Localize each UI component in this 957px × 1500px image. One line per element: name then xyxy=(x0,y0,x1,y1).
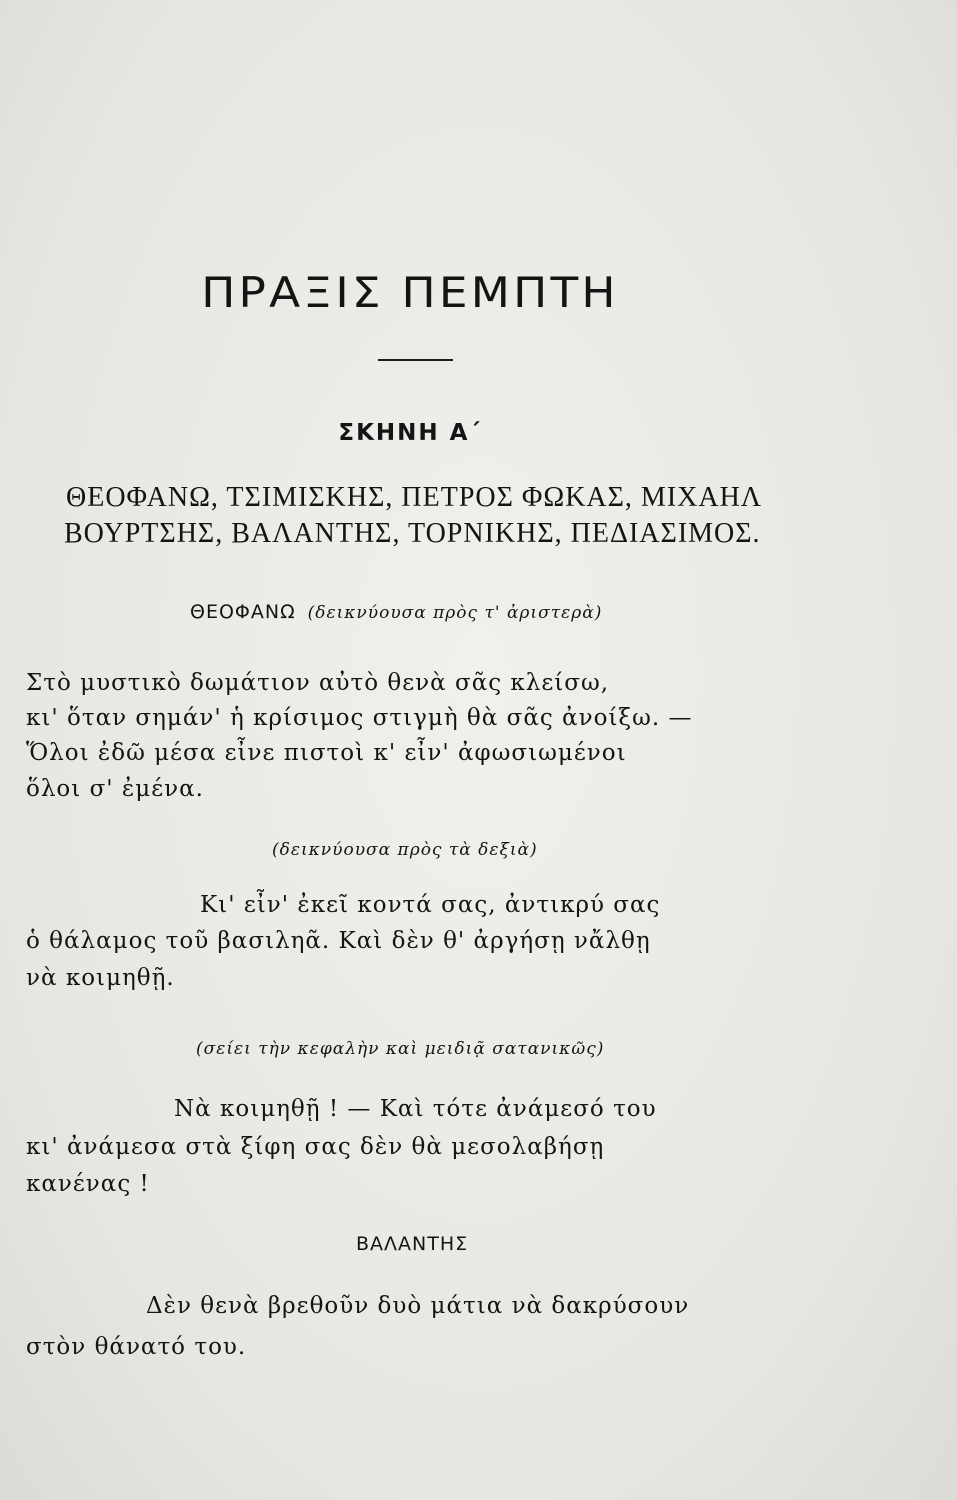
title-divider xyxy=(378,359,453,361)
speaker-name: ΒΑΛΑΝΤΗΣ xyxy=(356,1233,469,1255)
verse-line: ὅλοι σ' ἐμένα. xyxy=(26,776,204,802)
stage-direction: (δεικνύουσα πρὸς τὰ δεξιὰ) xyxy=(272,840,538,860)
verse-line: Νὰ κοιμηθῇ ! — Καὶ τότε ἀνάμεσό του xyxy=(174,1096,657,1122)
verse-line: Δὲν θενὰ βρεθοῦν δυὸ μάτια νὰ δακρύσουν xyxy=(146,1293,690,1319)
verse-line: κι' ὅταν σημάν' ἡ κρίσιμος στιγμὴ θὰ σᾶς ἀνοίξω. — xyxy=(26,705,693,731)
speaker-name: ΘΕΟΦΑΝΩ xyxy=(190,601,296,623)
verse-line: ὁ θάλαμος τοῦ βασιληᾶ. Καὶ δὲν θ' ἀργήσῃ νἄλθῃ xyxy=(26,928,651,954)
verse-line: Κι' εἶν' ἐκεῖ κοντά σας, ἀντικρύ σας xyxy=(200,892,661,918)
verse-line: στὸν θάνατό του. xyxy=(26,1334,247,1360)
verse-line: κι' ἀνάμεσα στὰ ξίφη σας δὲν θὰ μεσολαβήσῃ xyxy=(26,1134,605,1160)
cast-list-line-2: ΒΟΥΡΤΣΗΣ, ΒΑΛΑΝΤΗΣ, ΤΟΡΝΙΚΗΣ, ΠΕΔΙΑΣΙΜΟΣ. xyxy=(64,518,761,549)
cast-list-line-1: ΘΕΟΦΑΝΩ, ΤΣΙΜΙΣΚΗΣ, ΠΕΤΡΟΣ ΦΩΚΑΣ, ΜΙΧΑΗΛ xyxy=(66,482,763,513)
speaker-heading-theophano xyxy=(190,601,602,623)
act-title: ΠΡΑΞΙΣ ΠΕΜΠΤΗ xyxy=(201,268,619,317)
verse-line: Ὅλοι ἐδῶ μέσα εἶνε πιστοὶ κ' εἶν' ἀφωσιωμένοι xyxy=(26,740,627,766)
stage-direction: (σείει τὴν κεφαλὴν καὶ μειδιᾷ σατανικῶς) xyxy=(196,1039,605,1059)
verse-line: Στὸ μυστικὸ δωμάτιον αὐτὸ θενὰ σᾶς κλείσω, xyxy=(26,670,610,696)
verse-line: νὰ κοιμηθῇ. xyxy=(26,965,175,991)
verse-line: κανένας ! xyxy=(26,1171,150,1197)
stage-direction: (δεικνύουσα πρὸς τ' ἀριστερὰ) xyxy=(307,603,603,623)
scene-title: ΣΚΗΝΗ Α΄ xyxy=(338,420,482,446)
